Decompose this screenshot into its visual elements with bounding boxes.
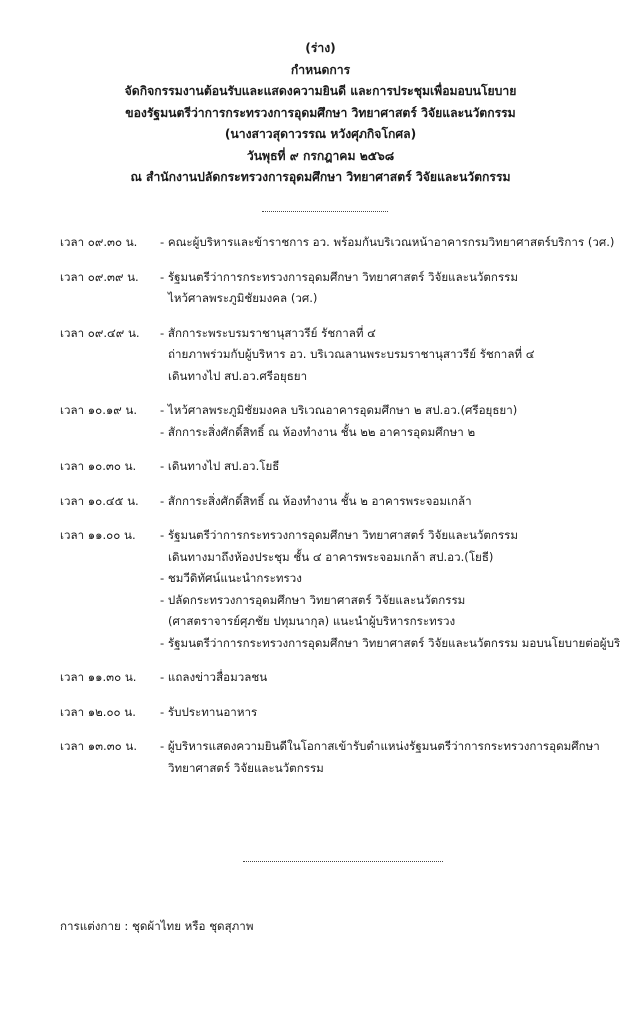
entry-time: เวลา ๐๙.๓๙ น. [60, 269, 139, 284]
minister-line: ของรัฐมนตรีว่าการกระทรวงการอุดมศึกษา วิทยาศาสตร์ วิจัยและนวัตกรรม [125, 105, 516, 120]
schedule-title: กำหนดการ [290, 62, 351, 77]
schedule-entry [60, 323, 641, 388]
entry-time: เวลา ๑๒.๐๐ น. [60, 704, 136, 719]
schedule-entry [60, 736, 641, 779]
entry-time: เวลา ๑๐.๔๕ น. [60, 493, 139, 508]
entry-item: ไหว้ศาลพระภูมิชัยมงคล (วศ.) [168, 291, 318, 305]
header-divider [262, 211, 388, 212]
entry-item: วิทยาศาสตร์ วิจัยและนวัตกรรม [168, 760, 324, 775]
entry-item: ถ่ายภาพร่วมกับผู้บริหาร อว. บริเวณลานพระบรมราชานุสาวรีย์ รัชกาลที่ ๔ [168, 347, 535, 361]
dress-code: การแต่งกาย : ชุดผ้าไทย หรือ ชุดสุภาพ [60, 919, 254, 933]
entry-item: - รัฐมนตรีว่าการกระทรวงการอุดมศึกษา วิทยาศาสตร์ วิจัยและนวัตกรรม มอบนโยบายต่อผู้บริ [160, 635, 621, 650]
entry-time: เวลา ๑๓.๓๐ น. [60, 739, 138, 753]
entry-time: เวลา ๑๐.๓๐ น. [60, 459, 137, 473]
entry-item: - ผู้บริหารแสดงความยินดีในโอกาสเข้ารับตำแหน่งรัฐมนตรีว่าการกระทรวงการอุดมศึกษา [160, 739, 600, 753]
entry-item: - สักการะสิ่งศักดิ์สิทธิ์ ณ ห้องทำงาน ชั้น ๒๒ อาคารอุดมศึกษา ๒ [160, 424, 476, 439]
entry-item: - รับประทานอาหาร [160, 704, 258, 719]
entry-item: เดินทางไป สป.อว.ศรีอยุธยา [168, 368, 308, 383]
schedule-entry [60, 525, 641, 654]
entry-item: - รัฐมนตรีว่าการกระทรวงการอุดมศึกษา วิทยาศาสตร์ วิจัยและนวัตกรรม [160, 269, 519, 284]
entry-time: เวลา ๐๙.๔๙ น. [60, 325, 140, 340]
event-description: จัดกิจกรรมงานต้อนรับและแสดงความยินดี และการประชุมเพื่อมอบนโยบาย [124, 84, 517, 98]
entry-item: เดินทางมาถึงห้องประชุม ชั้น ๔ อาคารพระจอมเกล้า สป.อว.(โยธี) [168, 549, 494, 564]
entry-item: - สักการะสิ่งศักดิ์สิทธิ์ ณ ห้องทำงาน ชั้น ๒ อาคารพระจอมเกล้า [160, 493, 472, 508]
schedule-entry [60, 491, 641, 513]
event-venue: ณ สำนักงานปลัดกระทรวงการอุดมศึกษา วิทยาศาสตร์ วิจัยและนวัตกรรม [130, 170, 511, 184]
schedule-entry [60, 400, 641, 443]
entry-item: - แถลงข่าวสื่อมวลชน [160, 670, 268, 684]
entry-time: เวลา ๑๑.๓๐ น. [60, 670, 137, 684]
entry-time: เวลา ๑๐.๑๙ น. [60, 403, 138, 417]
schedule-entry [60, 456, 641, 478]
schedule-entry [60, 232, 641, 254]
schedule-entry [60, 667, 641, 689]
entry-item: - เดินทางไป สป.อว.โยธี [160, 459, 280, 473]
event-date: วันพุธที่ ๙ กรกฎาคม ๒๕๖๘ [246, 148, 395, 163]
entry-time: เวลา ๐๙.๓๐ น. [60, 235, 138, 249]
entry-item: - รัฐมนตรีว่าการกระทรวงการอุดมศึกษา วิทยาศาสตร์ วิจัยและนวัตกรรม [160, 528, 519, 542]
schedule-list [60, 232, 641, 792]
schedule-entry [60, 702, 641, 724]
entry-item: - ปลัดกระทรวงการอุดมศึกษา วิทยาศาสตร์ วิจัยและนวัตกรรม [160, 592, 466, 607]
entry-item: - ชมวีดิทัศน์แนะนำกระทรวง [160, 571, 302, 585]
entry-time: เวลา ๑๑.๐๐ น. [60, 528, 136, 542]
entry-item: - สักการะพระบรมราชานุสาวรีย์ รัชกาลที่ ๔ [160, 325, 376, 340]
entry-item: (ศาสตราจารย์ศุภชัย ปทุมนากุล) แนะนำผู้บริหารกระทรวง [168, 614, 456, 628]
draft-label: (ร่าง) [305, 41, 336, 55]
schedule-entry [60, 267, 641, 310]
entry-item: - คณะผู้บริหารและข้าราชการ อว. พร้อมกันบริเวณหน้าอาคารกรมวิทยาศาสตร์บริการ (วศ.) [160, 235, 615, 249]
entry-item: - ไหว้ศาลพระภูมิชัยมงคล บริเวณอาคารอุดมศึกษา ๒ สป.อว.(ศรีอยุธยา) [160, 403, 518, 417]
document-header [0, 38, 641, 189]
minister-name: (นางสาวสุดาวรรณ หวังศุภกิจโกศล) [224, 127, 417, 141]
footer-divider [243, 861, 443, 862]
